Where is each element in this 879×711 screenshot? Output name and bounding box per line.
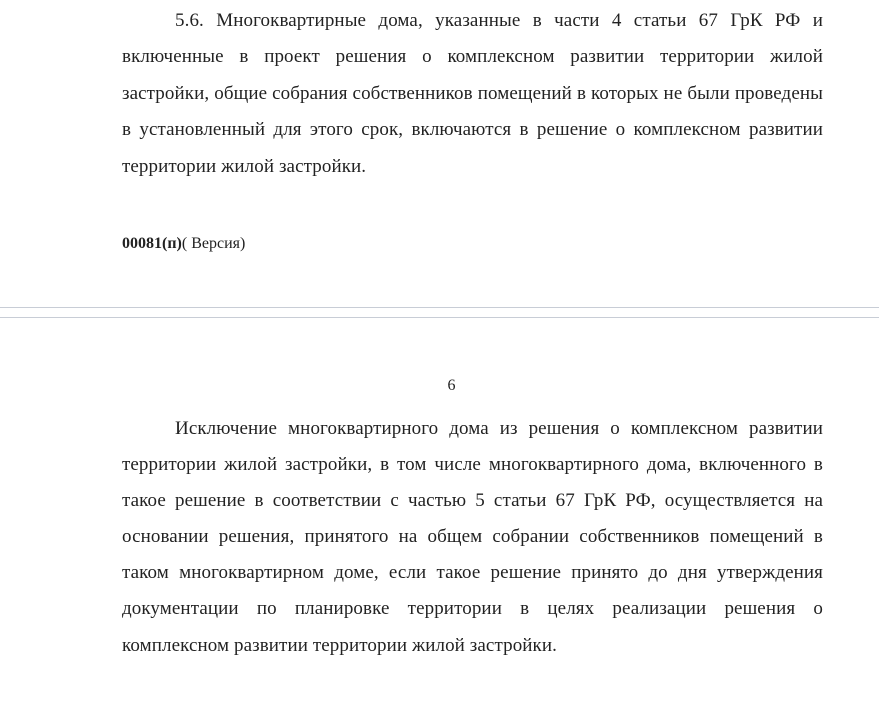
document-page-lower	[0, 319, 879, 711]
version-label: ( Версия)	[181, 235, 246, 252]
page-break-line-top	[0, 307, 879, 308]
document-page-upper	[0, 0, 879, 306]
version-footer	[122, 233, 245, 255]
version-code: 00081(п)	[122, 235, 182, 252]
page-break-line-bottom	[0, 317, 879, 318]
page-break	[0, 306, 879, 319]
page-number: 6	[447, 377, 456, 394]
paragraph-exclusion: Исключение многоквартирного дома из решения о комплексном развитии территории жилой застройки, в том числе многоквартирного дома, включенного в такое решение в соответствии с частью 5 статьи 67 ГрК РФ, осуществляется на основании решения, принятого на общем собрании собственников помещений в таком многоквартирном доме, если такое решение принято до дня утверждения документации по планировке территории в целях реализации решения о комплексном развитии территории жилой застройки.	[122, 418, 823, 656]
paragraph-5-6: 5.6. Многоквартирные дома, указанные в части 4 статьи 67 ГрК РФ и включенные в проект решения о комплексном развитии территории жилой застройки, общие собрания собственников помещений в которых не были проведены в установленный для этого срок, включаются в решение о комплексном развитии территории жилой застройки.	[122, 10, 823, 177]
